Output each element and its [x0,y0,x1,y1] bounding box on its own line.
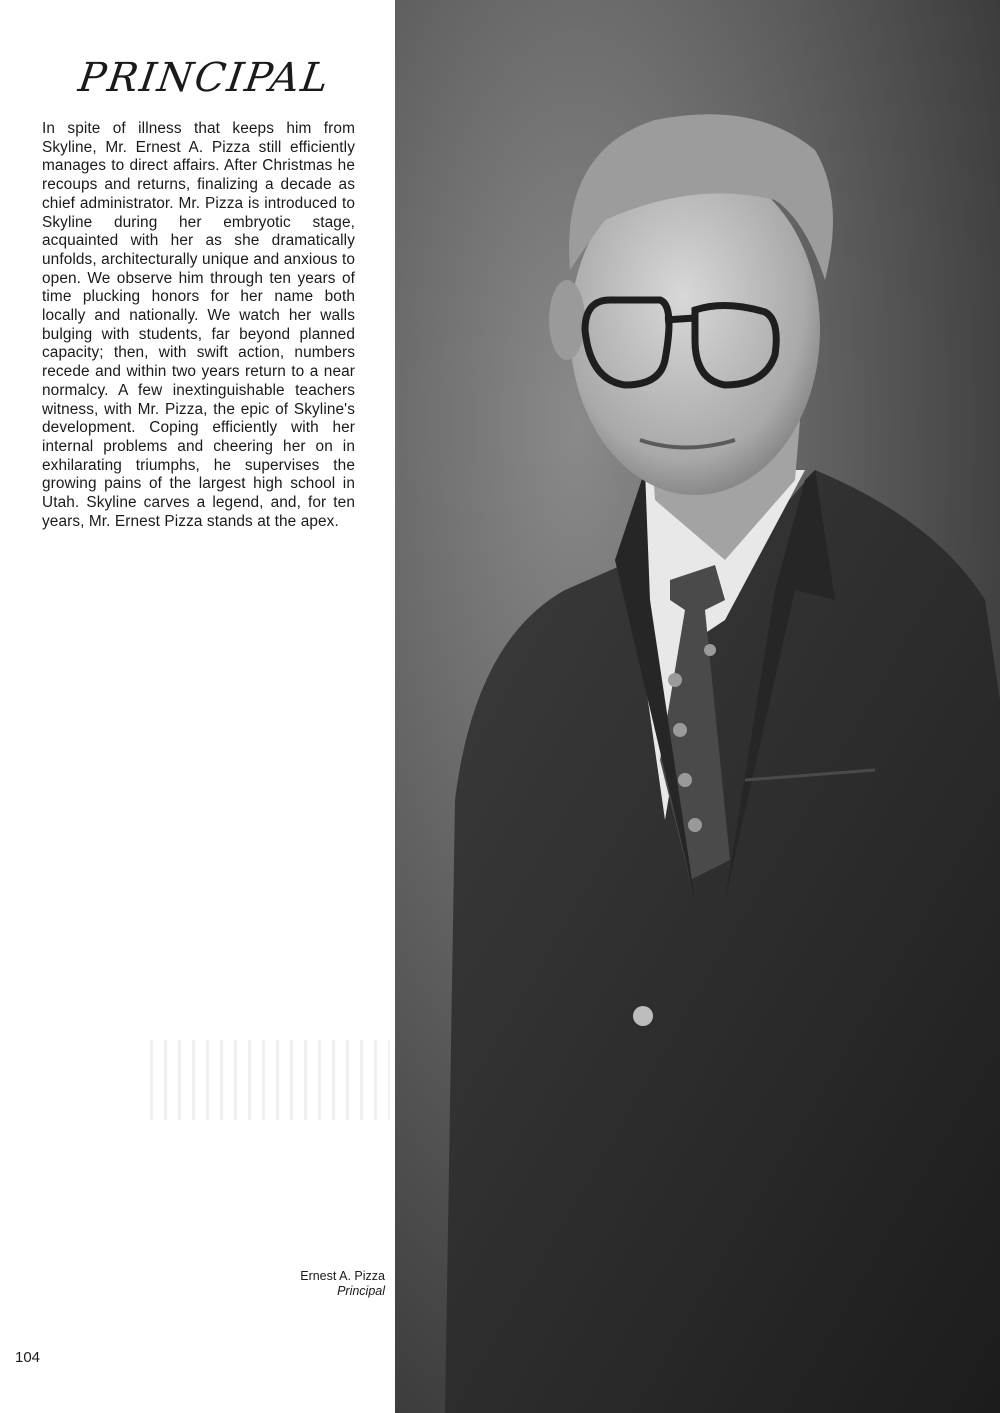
caption-name: Ernest A. Pizza [300,1269,385,1283]
article-body [42,120,355,531]
photo-caption [300,1269,385,1299]
caption-role: Principal [337,1284,385,1298]
page-title: PRINCIPAL [75,55,334,101]
bleed-through-shadow [150,1040,390,1120]
principal-portrait-photo [395,0,1000,1413]
portrait-illustration [395,0,1000,1413]
article-paragraph: In spite of illness that keeps him from Skyline, Mr. Ernest A. Pizza still efficiently manages to direct affairs. After Christmas he recoups and returns, finalizing a decade as chief administrator. Mr. Pizza is introduced to Skyline during her embryotic stage, acquainted with her as she dramatically unfolds, architecturally unique and anxious to open. We observe him through ten years of time plucking honors for her name both locally and nationally. We watch her walls bulging with students, far beyond planned capacity; then, with swift action, numbers recede and within two years return to a near normalcy. A few inextinguishable teachers witness, with Mr. Pizza, the epic of Skyline's development. Coping efficiently with her internal problems and cheering her on in exhilarating triumphs, he supervises the growing pains of the largest high school in Utah. Skyline carves a legend, and, for ten years, Mr. Ernest Pizza stands at the apex. [42,120,355,530]
page-number: 104 [15,1349,41,1366]
